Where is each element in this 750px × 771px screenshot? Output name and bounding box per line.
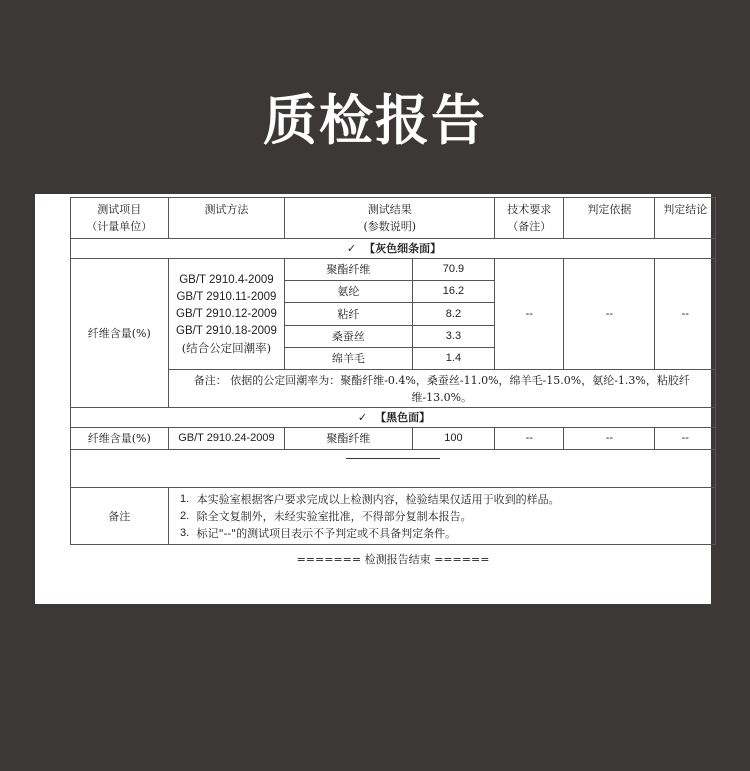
conclusion-cell: -- — [655, 428, 716, 450]
note-row — [71, 370, 716, 408]
section-label-gray — [71, 239, 716, 259]
check-icon: ✓ — [357, 411, 368, 424]
basis-cell: -- — [564, 259, 655, 370]
table-header-row — [71, 198, 716, 239]
remark-number: 2. — [180, 509, 190, 522]
method-cell — [168, 259, 285, 370]
requirement-cell: -- — [495, 259, 564, 370]
item-cell: 纤维含量(%) — [71, 428, 169, 450]
requirement-cell: -- — [495, 428, 564, 450]
method-line: GB/T 2910.18-2009 — [176, 324, 277, 337]
fiber-cell: 聚酯纤维 — [285, 428, 412, 450]
remarks-row — [71, 488, 716, 545]
fiber-cell: 绵羊毛 — [285, 348, 412, 370]
page-title: 质检报告 — [263, 89, 487, 152]
value-cell: 3.3 — [412, 326, 495, 348]
table-row — [71, 259, 716, 281]
blank-cell — [71, 450, 716, 488]
fiber-cell: 桑蚕丝 — [285, 326, 412, 348]
header-result-line2: (参数说明) — [363, 220, 417, 233]
method-line: GB/T 2910.12-2009 — [176, 307, 277, 320]
value-cell: 70.9 — [412, 259, 495, 281]
remark-line — [173, 508, 713, 525]
remark-line — [173, 525, 713, 542]
report-table — [70, 197, 716, 545]
remark-line — [173, 491, 713, 508]
value-cell: 100 — [412, 428, 495, 450]
method-line: GB/T 2910.4-2009 — [179, 273, 274, 286]
remark-text: 本实验室根据客户要求完成以上检测内容，检验结果仅适用于收到的样品。 — [196, 492, 560, 506]
remark-number: 1. — [180, 492, 190, 505]
report-sheet — [35, 194, 711, 604]
blank-row — [71, 450, 716, 488]
section-row — [71, 239, 716, 259]
header-requirement — [495, 198, 564, 239]
fiber-cell: 粘纤 — [285, 303, 412, 326]
method-line: (结合公定回潮率) — [181, 340, 272, 355]
header-method: 测试方法 — [168, 198, 285, 239]
header-item — [71, 198, 169, 239]
divider — [346, 458, 440, 459]
method-line: GB/T 2910.11-2009 — [176, 290, 277, 303]
remark-text: 标记"--"的测试项目表示不予判定或不具备判定条件。 — [196, 526, 457, 540]
header-result-line1: 测试结果 — [367, 203, 412, 216]
remarks-content — [168, 488, 715, 545]
report-end-text: ======= 检测报告结束 ====== — [296, 553, 490, 566]
section-row — [71, 408, 716, 428]
conclusion-cell: -- — [655, 259, 716, 370]
table-row — [71, 428, 716, 450]
header-basis: 判定依据 — [564, 198, 655, 239]
section-label-black — [71, 408, 716, 428]
fiber-cell: 氨纶 — [285, 281, 412, 303]
basis-cell: -- — [564, 428, 655, 450]
value-cell: 8.2 — [412, 303, 495, 326]
method-cell: GB/T 2910.24-2009 — [168, 428, 285, 450]
fiber-cell: 聚酯纤维 — [285, 259, 412, 281]
item-cell: 纤维含量(%) — [71, 259, 169, 408]
header-conclusion: 判定结论 — [655, 198, 716, 239]
header-result — [285, 198, 495, 239]
section-title: 【黑色面】 — [375, 411, 431, 424]
header-requirement-line1: 技术要求 — [507, 203, 552, 216]
header-item-line2: （计量单位） — [86, 220, 153, 233]
remark-number: 3. — [180, 526, 190, 539]
header-item-line1: 测试项目 — [97, 203, 142, 216]
remark-text: 除全文复制外，未经实验室批准，不得部分复制本报告。 — [196, 509, 472, 523]
check-icon: ✓ — [346, 242, 357, 255]
value-cell: 1.4 — [412, 348, 495, 370]
section-note: 备注： 依据的公定回潮率为：聚酯纤维-0.4%，桑蚕丝-11.0%，绵羊毛-15.0%，氨纶-1.3%，粘胶纤维-13.0%。 — [168, 370, 715, 408]
header-requirement-line2: （备注） — [507, 220, 552, 233]
value-cell: 16.2 — [412, 281, 495, 303]
remarks-label: 备注 — [71, 488, 169, 545]
section-title: 【灰色细条面】 — [364, 242, 442, 255]
